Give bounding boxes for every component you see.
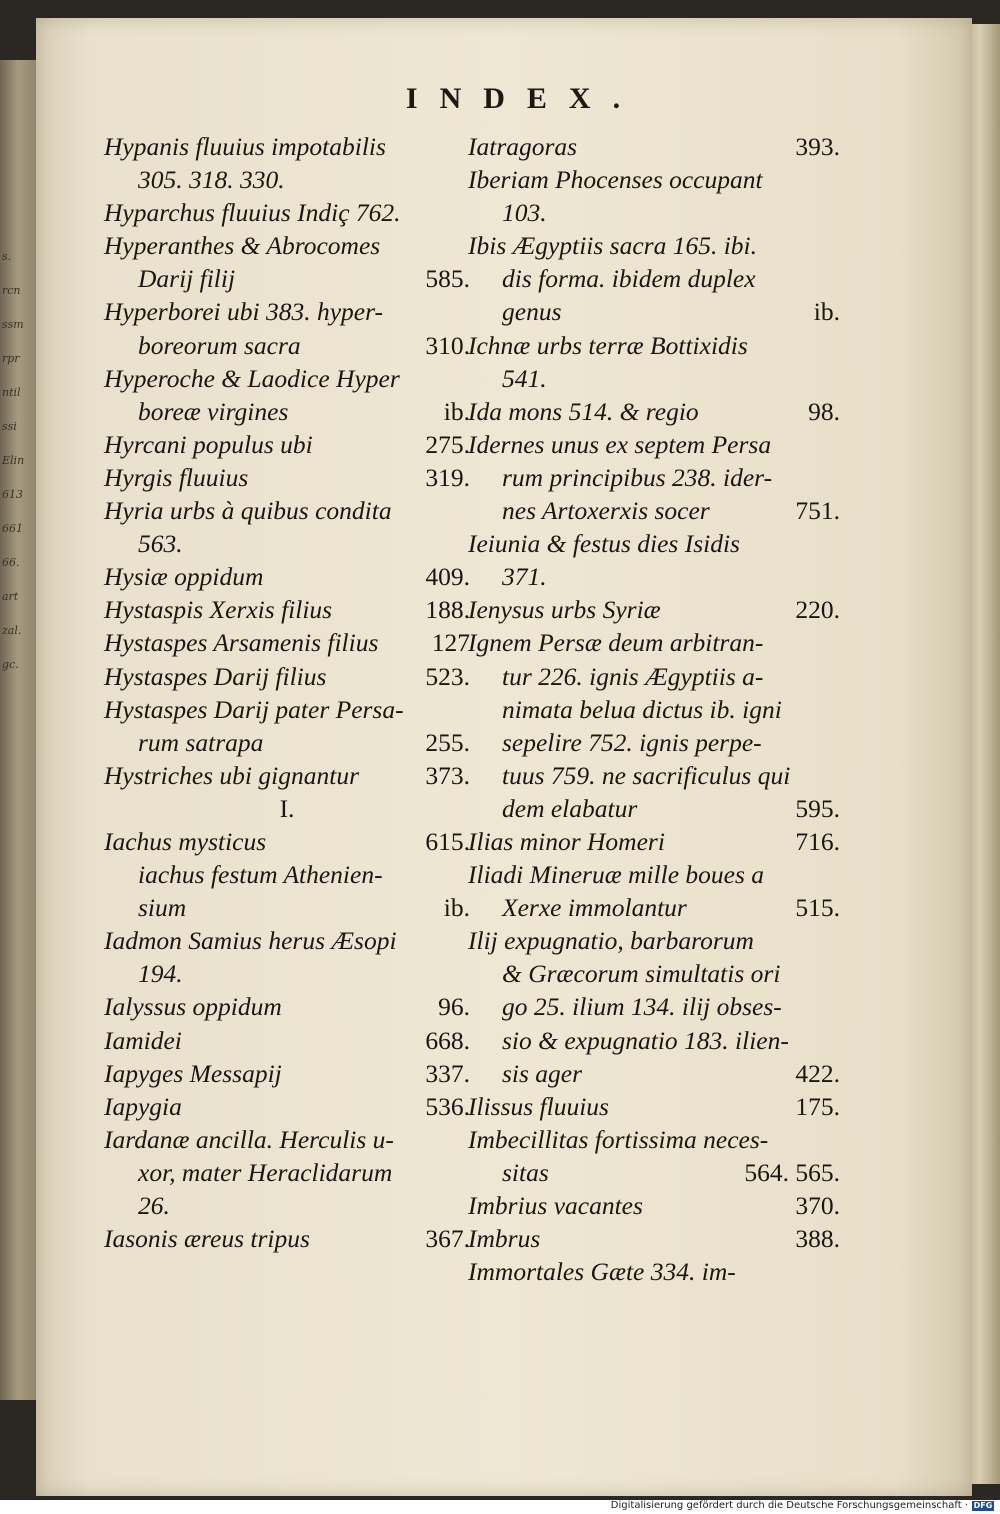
index-entry-line (104, 295, 470, 328)
index-entry-text: & Græcorum simultatis ori (502, 959, 781, 989)
index-page-number: 585. (425, 264, 470, 294)
index-entry-text: Hystaspes Darij pater Persa- (104, 694, 404, 724)
index-page-number: 536. (425, 1091, 470, 1121)
index-entry-text: Ilij expugnatio, barbarorum (468, 926, 754, 956)
index-entry-text: Iamidei (104, 1025, 182, 1055)
index-entry-line (468, 1123, 840, 1156)
index-entry-line (468, 163, 840, 196)
index-entry-line (468, 693, 840, 726)
index-entry-text: sitas (502, 1157, 549, 1187)
index-entry-line (468, 759, 840, 792)
index-entry-line (468, 924, 840, 957)
facing-page-fragment: rpr (2, 352, 20, 365)
index-entry-text: Hysiæ oppidum (104, 562, 264, 592)
index-entry-text: sium (138, 893, 187, 923)
index-page-number: 615. (425, 826, 470, 856)
index-entry-line (468, 990, 840, 1023)
index-entry-text: I. (279, 793, 295, 823)
index-page-number: 409. (425, 562, 470, 592)
index-page-number: 515. (795, 893, 840, 923)
index-entry-line (468, 527, 840, 560)
index-entry-line (104, 1123, 470, 1156)
index-entry-text: Ieiunia & festus dies Isidis (468, 529, 740, 559)
index-page-number: 523. (425, 661, 470, 691)
facing-page-fragment: 661 (2, 522, 23, 535)
index-entry-line (104, 196, 470, 229)
facing-page-fragment: 613 (2, 488, 23, 501)
index-entry-line (104, 527, 470, 560)
index-entry-line (104, 990, 470, 1023)
index-entry-line (468, 295, 840, 328)
index-page-number: 220. (795, 595, 840, 625)
facing-page-fragment: ssi (2, 420, 17, 433)
index-entry-text: 541. (502, 363, 547, 393)
index-entry-line (468, 560, 840, 593)
index-entry-text: Ibis Ægyptiis sacra 165. ibi. (468, 231, 758, 261)
index-entry-text: Darij filij (138, 264, 236, 294)
index-entry-text: 103. (502, 198, 547, 228)
index-entry-line (468, 1090, 840, 1123)
index-entry-line (104, 1090, 470, 1123)
index-entry-text: boreorum sacra (138, 330, 301, 360)
index-entry-text: Iapyges Messapij (104, 1058, 282, 1088)
index-page-number: ib. (443, 396, 470, 426)
index-column-left (104, 130, 470, 1255)
index-entry-line (104, 825, 470, 858)
index-entry-text: Hystaspes Arsamenis filius (104, 628, 379, 658)
index-entry-line (104, 1189, 470, 1222)
index-entry-text: tur 226. ignis Ægyptiis a- (502, 661, 764, 691)
index-entry-text: Xerxe immolantur (502, 893, 687, 923)
index-entry-text: Iliadi Mineruæ mille boues a (468, 860, 765, 890)
index-page-number: 127 (431, 628, 470, 658)
index-entry-line (468, 891, 840, 924)
index-entry-text: Imbecillitas fortissima neces- (468, 1124, 769, 1154)
index-entry-text: 194. (138, 959, 183, 989)
dfg-logo: DFG (973, 1501, 993, 1510)
index-page-number: 255. (425, 727, 470, 757)
index-entry-text: sepelire 752. ignis perpe- (502, 727, 762, 757)
index-entry-text: sio & expugnatio 183. ilien- (502, 1025, 789, 1055)
index-entry-line (104, 924, 470, 957)
index-entry-text: dis forma. ibidem duplex (502, 264, 756, 294)
index-page-number: 319. (425, 462, 470, 492)
index-entry-line (104, 891, 470, 924)
index-entry-line (468, 825, 840, 858)
index-entry-line (468, 660, 840, 693)
index-entry-line (468, 593, 840, 626)
index-entry-line (104, 229, 470, 262)
index-entry-line (468, 130, 840, 163)
index-entry-text: Iberiam Phocenses occupant (468, 165, 763, 195)
index-entry-text: Ilissus fluuius (468, 1091, 609, 1121)
index-entry-line (104, 262, 470, 295)
index-entry-line (104, 693, 470, 726)
index-page-number: 751. (795, 496, 840, 526)
index-page-number: 595. (795, 793, 840, 823)
index-page-number: ib. (813, 297, 840, 327)
index-entry-text: Hyperanthes & Abrocomes (104, 231, 381, 261)
index-entry-line (104, 726, 470, 759)
index-page-number: 716. (795, 826, 840, 856)
index-entry-line (104, 163, 470, 196)
index-page-number: 367. (425, 1224, 470, 1254)
index-entry-text: nes Artoxerxis socer (502, 496, 710, 526)
index-column-right (468, 130, 840, 1288)
index-entry-line (104, 1156, 470, 1189)
index-page-number: 96. (438, 992, 470, 1022)
index-entry-text: Iardanæ ancilla. Herculis u- (104, 1124, 394, 1154)
index-entry-text: Hyperborei ubi 383. hyper- (104, 297, 383, 327)
index-entry-line (468, 461, 840, 494)
index-page-number: 373. (425, 760, 470, 790)
index-entry-line (468, 1255, 840, 1288)
index-entry-line (104, 660, 470, 693)
index-entry-text: Immortales Gæte 334. im- (468, 1257, 736, 1287)
index-entry-text: tuus 759. ne sacrificulus qui (502, 760, 791, 790)
facing-page-fragment: s. (2, 250, 12, 263)
index-entry-text: Ignem Persæ deum arbitran- (468, 628, 764, 658)
index-entry-line (104, 1057, 470, 1090)
index-entry-line (468, 428, 840, 461)
index-entry-line (468, 957, 840, 990)
index-entry-line (104, 362, 470, 395)
index-page-number: 188. (425, 595, 470, 625)
index-entry-line (104, 626, 470, 659)
index-entry-text: rum satrapa (138, 727, 264, 757)
index-entry-line (104, 395, 470, 428)
index-entry-text: Hyrcani populus ubi (104, 429, 313, 459)
index-page-number: 337. (425, 1058, 470, 1088)
index-entry-text: Ichnæ urbs terræ Bottixidis (468, 330, 748, 360)
index-entry-text: Hyria urbs à quibus condita (104, 496, 392, 526)
index-entry-line (468, 1057, 840, 1090)
index-entry-text: 305. 318. 330. (138, 165, 285, 195)
index-entry-line (468, 858, 840, 891)
index-entry-line (104, 792, 470, 825)
index-entry-text: genus (502, 297, 562, 327)
facing-page-fragment: ssm (2, 318, 24, 331)
index-entry-line (104, 858, 470, 891)
index-entry-line (104, 130, 470, 163)
index-page-number: 393. (795, 132, 840, 161)
facing-page-fragment: gc. (2, 658, 19, 671)
index-entry-line (468, 1024, 840, 1057)
index-entry-line (468, 626, 840, 659)
index-entry-text: Hystaspes Darij filius (104, 661, 327, 691)
index-entry-text: iachus festum Athenien- (138, 860, 383, 890)
index-entry-line (104, 461, 470, 494)
index-entry-text: Ialyssus oppidum (104, 992, 282, 1022)
index-page-number: 310. (425, 330, 470, 360)
index-entry-text: Ida mons 514. & regio (468, 396, 699, 426)
index-entry-line (104, 329, 470, 362)
facing-page-fragment: zal. (2, 624, 22, 637)
index-page-number: 388. (795, 1224, 840, 1254)
index-page-number: 275. (425, 429, 470, 459)
index-entry-text: Hyparchus fluuius Indiç 762. (104, 198, 401, 228)
index-entry-line (468, 362, 840, 395)
index-page-number: 422. (795, 1058, 840, 1088)
index-entry-text: Hystaspis Xerxis filius (104, 595, 333, 625)
index-entry-line (468, 229, 840, 262)
index-page-number: 668. (425, 1025, 470, 1055)
index-entry-text: Iapygia (104, 1091, 182, 1121)
index-page-number: 98. (808, 396, 840, 426)
index-entry-text: Iachus mysticus (104, 826, 267, 856)
index-entry-line (104, 494, 470, 527)
facing-page-fragment: Elin (2, 454, 25, 467)
index-entry-text: Ilias minor Homeri (468, 826, 665, 856)
index-entry-text: Iadmon Samius herus Æsopi (104, 926, 397, 956)
index-page-number: ib. (443, 893, 470, 923)
index-entry-line (104, 957, 470, 990)
index-entry-line (104, 1024, 470, 1057)
index-entry-line (468, 494, 840, 527)
index-entry-text: Imbrus (468, 1224, 541, 1254)
index-entry-text: Iatragoras (468, 132, 578, 161)
facing-page-edge (0, 60, 40, 1400)
index-entry-text: Idernes unus ex septem Persa (468, 429, 772, 459)
index-entry-text: Ienysus urbs Syriæ (468, 595, 661, 625)
index-entry-text: Iasonis æreus tripus (104, 1224, 310, 1254)
book-page (36, 18, 972, 1496)
index-entry-line (468, 1156, 840, 1189)
digitization-credit: Digitalisierung gefördert durch die Deutsche Forschungsgemeinschaft · (610, 1500, 968, 1511)
index-entry-text: go 25. ilium 134. ilij obses- (502, 992, 782, 1022)
index-page-number: 370. (795, 1191, 840, 1220)
index-entry-line (468, 1222, 840, 1255)
index-entry-text: nimata belua dictus ib. igni (502, 694, 782, 724)
index-entry-text: boreæ virgines (138, 396, 289, 426)
facing-page-fragment: rcn (2, 284, 21, 297)
index-entry-line (468, 726, 840, 759)
index-entry-text: sis ager (502, 1058, 583, 1088)
index-entry-line (468, 196, 840, 229)
running-head: INDEX. (405, 82, 643, 115)
index-entry-text: 371. (502, 562, 547, 592)
facing-page-fragment: ntil (2, 386, 21, 399)
index-entry-text: 26. (138, 1191, 170, 1220)
index-entry-line (468, 792, 840, 825)
index-entry-text: Hystriches ubi gignantur (104, 760, 359, 790)
index-entry-text: Hyperoche & Laodice Hyper (104, 363, 400, 393)
index-entry-text: xor, mater Heraclidarum (138, 1157, 393, 1187)
index-entry-line (468, 329, 840, 362)
index-entry-line (104, 560, 470, 593)
facing-page-fragment: 66. (2, 556, 20, 569)
index-entry-text: dem elabatur (502, 793, 638, 823)
index-entry-line (468, 1189, 840, 1222)
index-entry-text: Hypanis fluuius impotabilis (104, 132, 386, 161)
facing-page-fragments (2, 240, 38, 682)
index-page-number: 175. (795, 1091, 840, 1121)
index-entry-text: Hyrgis fluuius (104, 462, 249, 492)
index-entry-text: rum principibus 238. ider- (502, 462, 773, 492)
index-entry-text: Imbrius vacantes (468, 1191, 643, 1220)
index-page-number: 564. 565. (744, 1157, 840, 1187)
index-entry-line (104, 1222, 470, 1255)
index-entry-text: 563. (138, 529, 183, 559)
index-entry-line (104, 759, 470, 792)
index-entry-line (104, 428, 470, 461)
index-entry-line (468, 395, 840, 428)
index-entry-line (468, 262, 840, 295)
index-entry-line (104, 593, 470, 626)
facing-page-fragment: art (2, 590, 19, 603)
